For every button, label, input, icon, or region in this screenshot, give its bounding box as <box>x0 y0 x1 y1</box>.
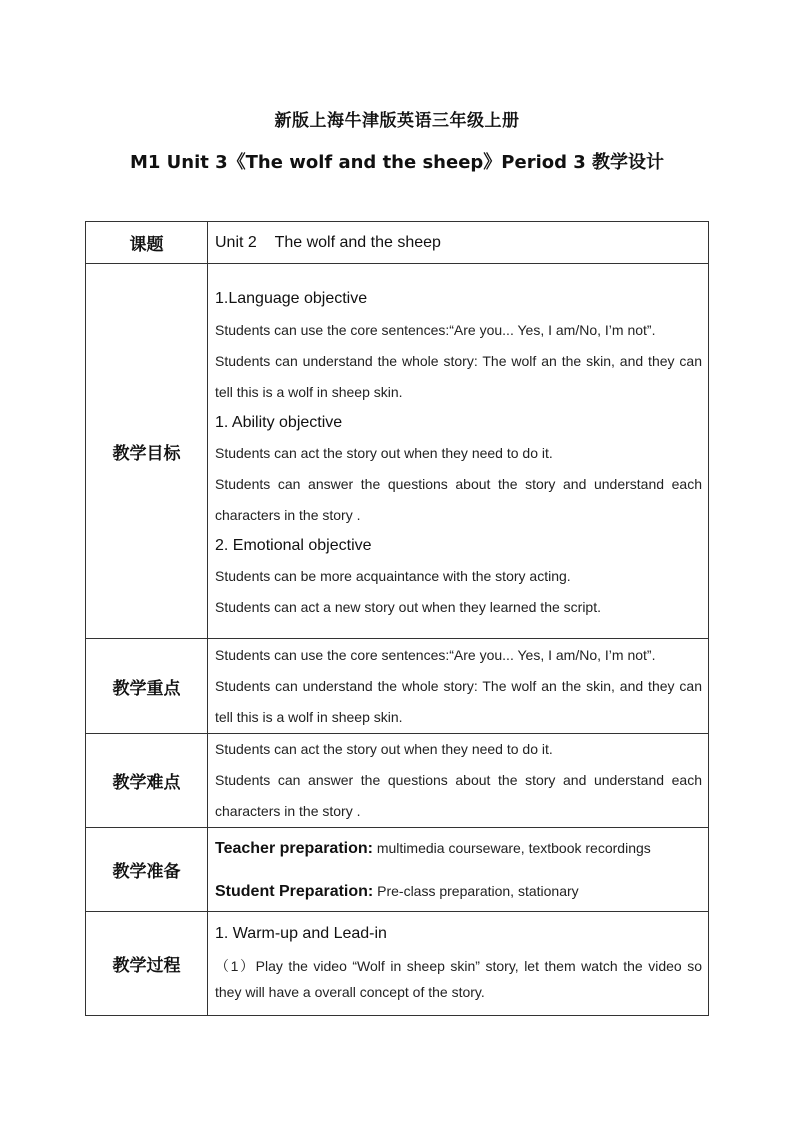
goal-heading-ability: 1. Ability objective <box>215 414 343 431</box>
label-topic: 课题 <box>86 222 208 264</box>
key-point-line: Students can understand the whole story: The wolf an the skin, and they can tell this is a wolf in sheep skin. <box>215 677 702 725</box>
difficult-points-cell <box>208 734 709 828</box>
goal-line: Students can answer the questions about the story and understand each characters in the story . <box>215 476 702 523</box>
goal-line: Students can use the core sentences:“Are you... Yes, I am/No, I’m not”. <box>215 322 656 338</box>
document-title: 新版上海牛津版英语三年级上册 <box>274 111 520 131</box>
label-key-points: 教学重点 <box>86 639 208 734</box>
goal-line: Students can act the story out when they need to do it. <box>215 445 553 461</box>
label-preparation: 教学准备 <box>86 828 208 912</box>
goal-heading-language: 1.Language objective <box>215 290 368 307</box>
table-row-topic <box>86 222 709 264</box>
table-row-key-points <box>86 639 709 734</box>
process-cell <box>208 912 709 1016</box>
key-points-cell <box>208 639 709 734</box>
topic-cell <box>208 222 709 264</box>
teacher-preparation-key: Teacher preparation: <box>215 839 373 857</box>
table-row-process <box>86 912 709 1016</box>
goal-heading-emotional: 2. Emotional objective <box>215 537 372 554</box>
table-row-preparation <box>86 828 709 912</box>
table-row-difficult-points <box>86 734 709 828</box>
table-row-goals <box>86 264 709 639</box>
topic-value: Unit 2 The wolf and the sheep <box>215 233 441 251</box>
lesson-plan-table <box>85 221 709 1016</box>
key-point-line: Students can use the core sentences:“Are you... Yes, I am/No, I’m not”. <box>215 646 656 663</box>
preparation-cell <box>208 828 709 912</box>
student-preparation-key: Student Preparation: <box>215 882 374 900</box>
student-preparation <box>215 880 702 903</box>
label-goals: 教学目标 <box>86 264 208 639</box>
document-subtitle: M1 Unit 3《The wolf and the sheep》Period 3 教学设计 <box>129 152 665 173</box>
label-difficult-points: 教学难点 <box>86 734 208 828</box>
label-process: 教学过程 <box>86 912 208 1016</box>
goals-cell <box>208 264 709 639</box>
teacher-preparation-value: multimedia courseware, textbook recordings <box>376 839 651 856</box>
student-preparation-value: Pre-class preparation, stationary <box>377 882 579 899</box>
goal-line: Students can be more acquaintance with the story acting. <box>215 568 571 584</box>
goal-line: Students can act a new story out when they learned the script. <box>215 599 601 615</box>
process-heading: 1. Warm-up and Lead-in <box>215 924 387 942</box>
difficult-point-line: Students can answer the questions about the story and understand each characters in the story . <box>215 772 702 819</box>
difficult-point-line: Students can act the story out when they need to do it. <box>215 741 553 757</box>
goal-line: Students can understand the whole story: The wolf an the skin, and they can tell this is a wolf in sheep skin. <box>215 353 702 400</box>
teacher-preparation <box>215 837 702 860</box>
process-line: （1）Play the video “Wolf in sheep skin” story, let them watch the video so they will have a overall concept of the story. <box>215 957 702 1000</box>
